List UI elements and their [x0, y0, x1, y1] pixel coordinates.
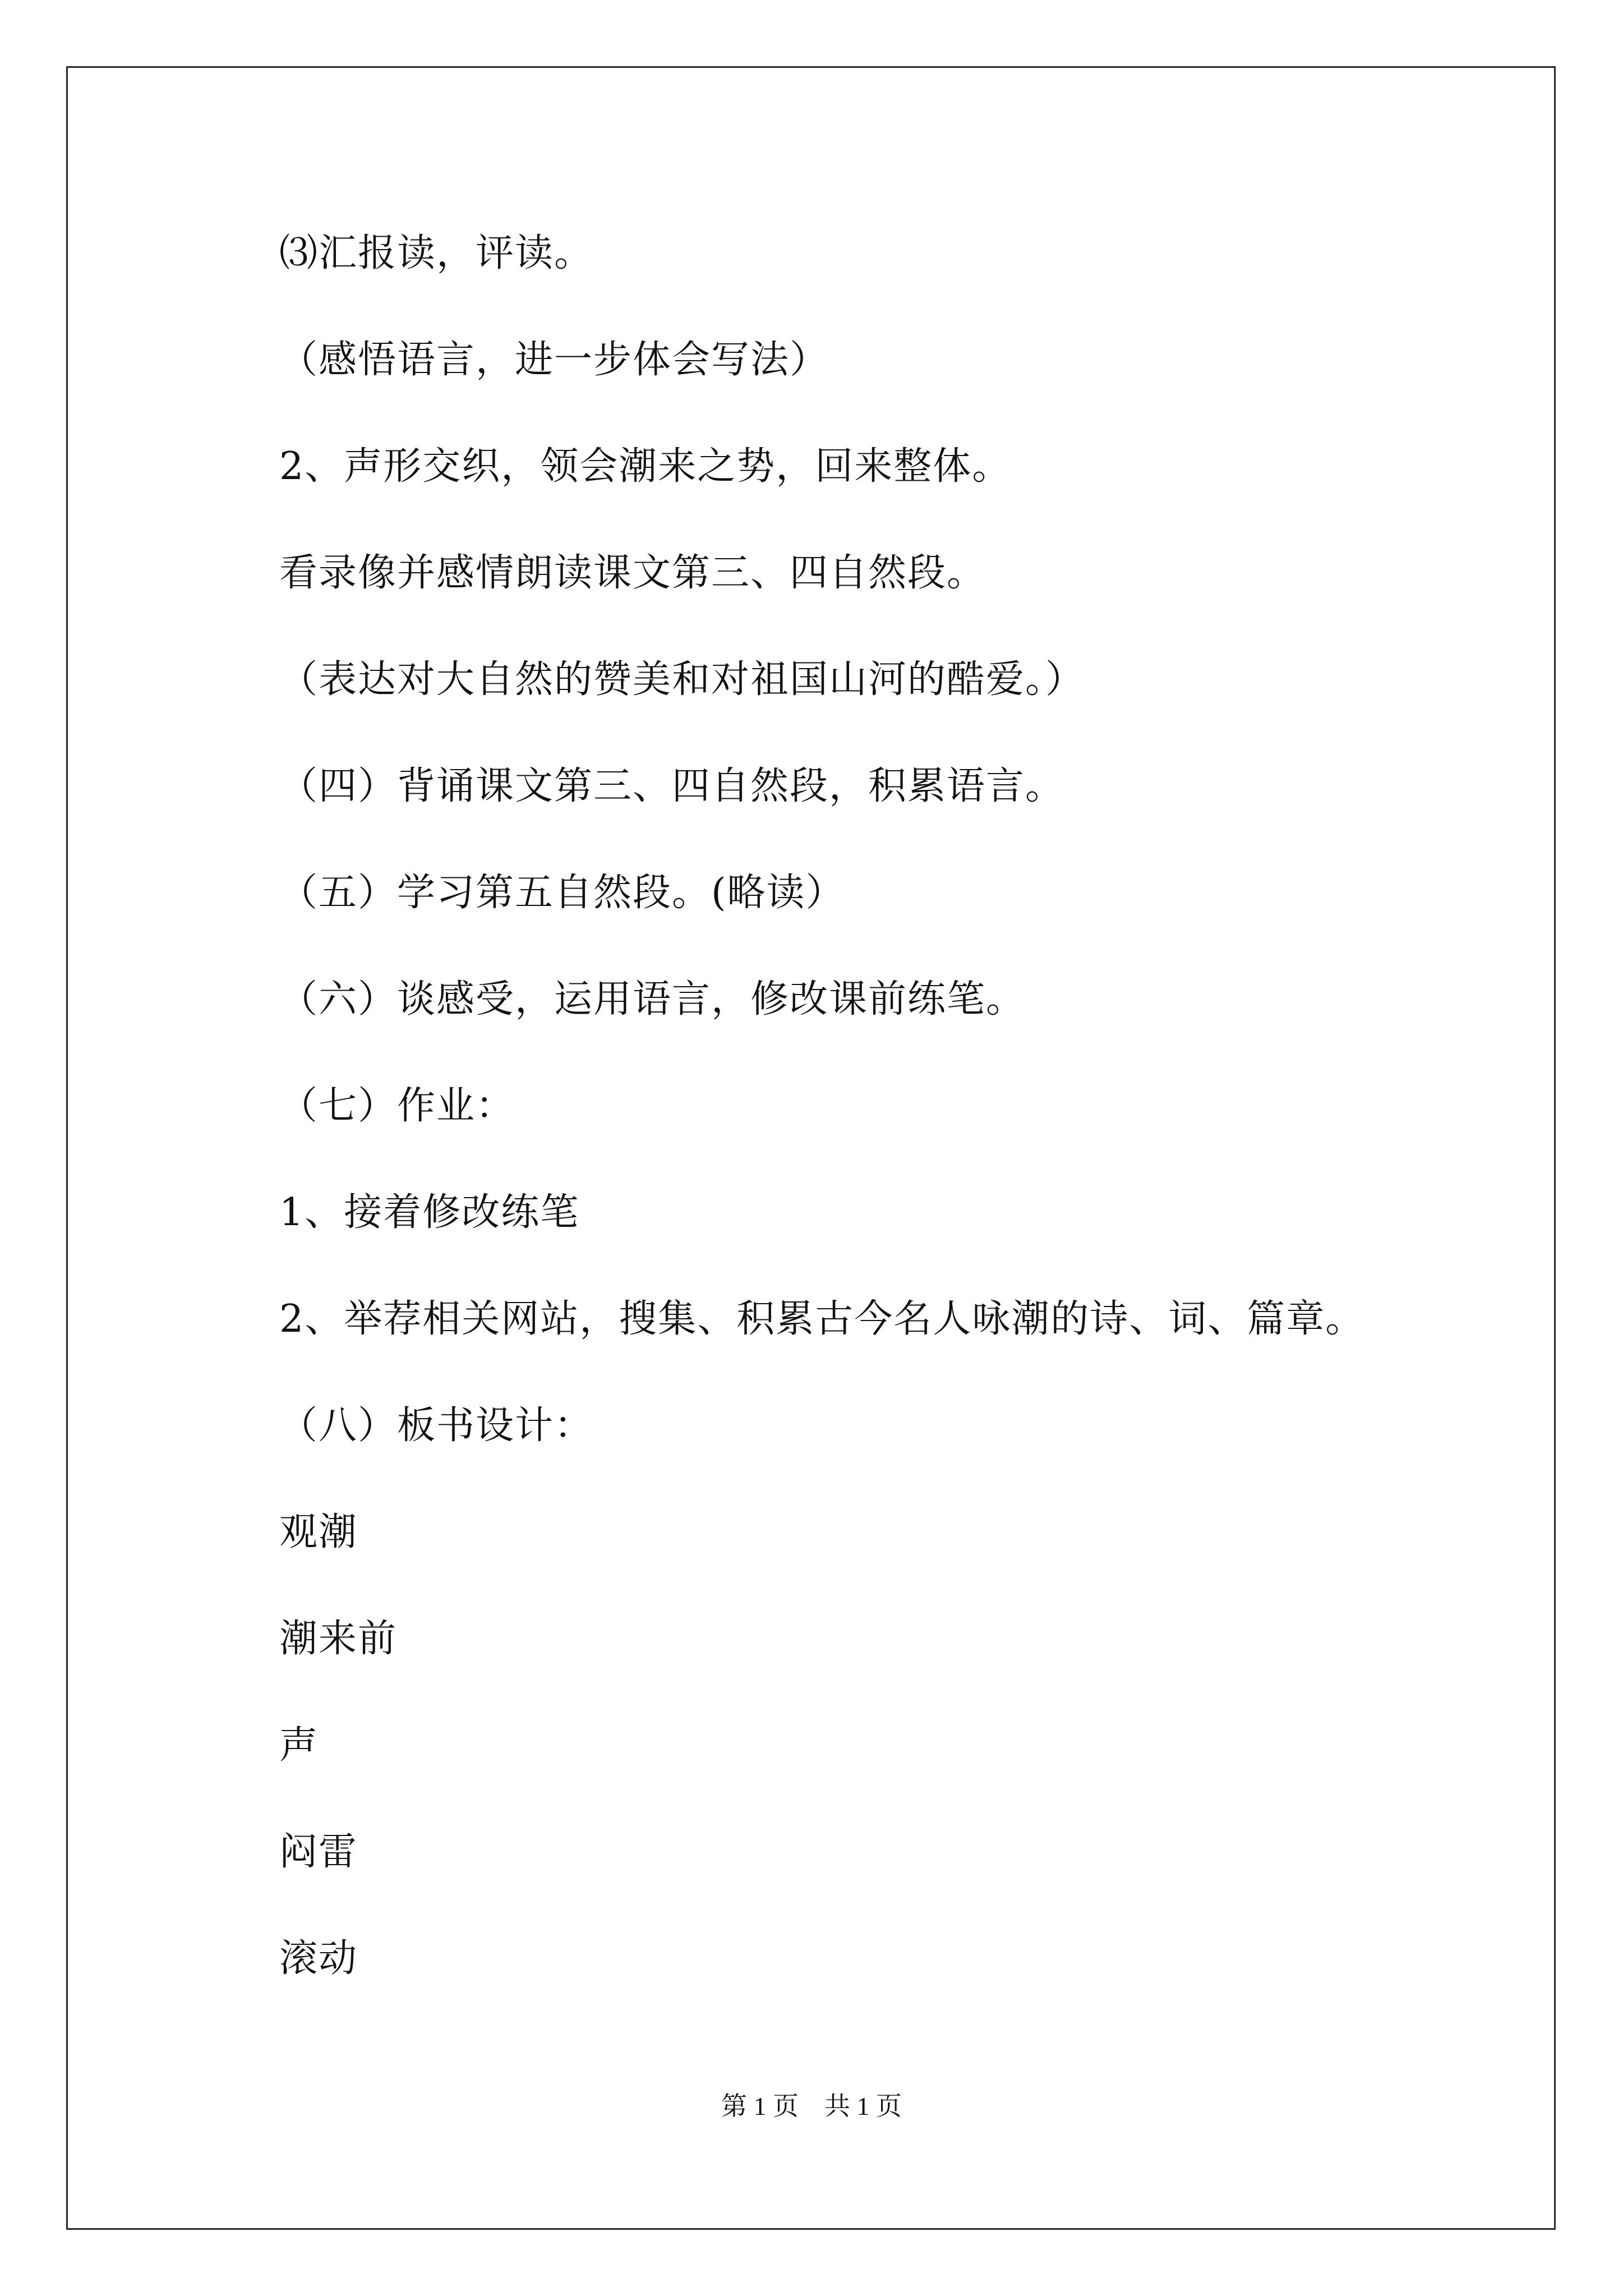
text-line: 潮来前	[279, 1617, 398, 1661]
text-line: （感悟语言，进一步体会写法）	[279, 338, 829, 382]
text-line: 2、声形交织，领会潮来之势，回来整体。	[279, 444, 1012, 489]
text-line: 看录像并感情朗读课文第三、四自然段。	[279, 551, 986, 595]
text-line: 观潮	[279, 1510, 358, 1554]
text-line: 滚动	[279, 1936, 358, 1981]
text-line: （表达对大自然的赞美和对祖国山河的酷爱。）	[279, 657, 1085, 702]
text-line: （五）学习第五自然段。(略读）	[279, 871, 845, 915]
text-line: （七）作业：	[279, 1084, 515, 1128]
text-line: 1、接着修改练笔	[279, 1190, 580, 1235]
text-line: 闷雷	[279, 1830, 358, 1874]
text-line: 声	[279, 1723, 319, 1768]
text-line: ⑶汇报读，评读。	[279, 231, 594, 275]
text-line: （四）背诵课文第三、四自然段，积累语言。	[279, 764, 1065, 808]
page-footer: 第 1 页 共 1 页	[721, 2092, 902, 2120]
text-line: （八）板书设计：	[279, 1404, 594, 1448]
text-line: 2、举荐相关网站，搜集、积累古今名人咏潮的诗、词、篇章。	[279, 1297, 1365, 1341]
text-line: （六）谈感受，运用语言，修改课前练笔。	[279, 977, 1026, 1022]
document-body	[279, 226, 1513, 2037]
